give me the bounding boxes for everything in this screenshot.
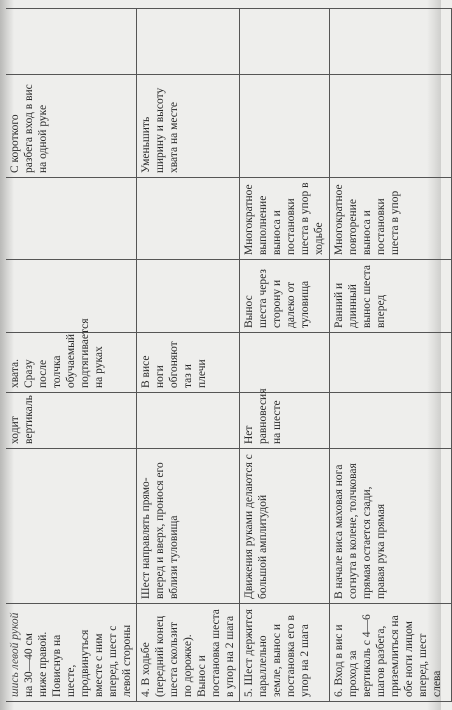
- exercise-cell: шись левой рукой на 30—40 см ниже правой. Повиснув на шесте, продвинуться вместе с ним вперед, шест с левой стороны: [6, 604, 137, 702]
- error-cell: [137, 393, 240, 449]
- exercise-cell: 5. Шест держится параллельно земле, вынос и постановка его в упор на 2 шага: [240, 604, 330, 702]
- correction-cell: Уменьшить ширину и высоту хвата на месте: [137, 75, 240, 178]
- table-row: [330, 9, 452, 702]
- correction-cell: [137, 178, 240, 260]
- exercise-cell: 4. В ходьбе (передний конец шеста скользит по дорожке). Вынос и постановка шеста в упор на 2 шага: [137, 604, 240, 702]
- notes-cell: В начале виса маховая нога согнута в колене, толчковая прямая остается сзади, правая рука прямая: [330, 449, 452, 604]
- error-cell: ходит вертикаль: [6, 393, 137, 449]
- error-cell: хвата. Сразу после толчка обучаемый подтягивается на руках: [6, 333, 137, 393]
- table-row: [6, 9, 137, 702]
- correction-cell: Многократное выполнение выноса и постановки шеста в упор в ходьбе: [240, 178, 330, 260]
- correction-cell: [240, 75, 330, 178]
- error-cell: Вынос шеста через сторону и далеко от туловища: [240, 260, 330, 333]
- empty-cell: [330, 9, 452, 75]
- empty-cell: [6, 9, 137, 75]
- error-cell: [330, 393, 452, 449]
- empty-cell: [240, 9, 330, 75]
- clipped-text: шись левой рукой: [9, 612, 21, 697]
- notes-cell: Движения руками делаются с большой амплитудой: [240, 449, 330, 604]
- table-row: [137, 9, 240, 702]
- error-cell: Ранний и длинный вынос шеста вперед: [330, 260, 452, 333]
- correction-cell: [330, 75, 452, 178]
- exercise-table: [6, 8, 452, 702]
- correction-cell: С короткого разбега вход в вис на одной руке: [6, 75, 137, 178]
- correction-cell: [6, 178, 137, 260]
- error-cell: В висе ноги обгоняют таз и плечи: [137, 333, 240, 393]
- error-cell: Нет равновесия на шесте: [240, 393, 330, 449]
- exercise-cell: 6. Вход в вис и проход за вертикаль с 4—6 шагов разбега, приземлиться на обе ноги лицом вперед, шест слева: [330, 604, 452, 702]
- notes-cell: Шест направлять прямо-вперед и вверх, пронося его вблизи туловища: [137, 449, 240, 604]
- error-cell: [330, 333, 452, 393]
- table-row: [240, 9, 330, 702]
- empty-cell: [137, 9, 240, 75]
- error-cell: [240, 333, 330, 393]
- correction-cell: Многократное повторение выноса и постановки шеста в упор: [330, 178, 452, 260]
- notes-cell: [6, 449, 137, 604]
- error-cell: [6, 260, 137, 333]
- error-cell: [137, 260, 240, 333]
